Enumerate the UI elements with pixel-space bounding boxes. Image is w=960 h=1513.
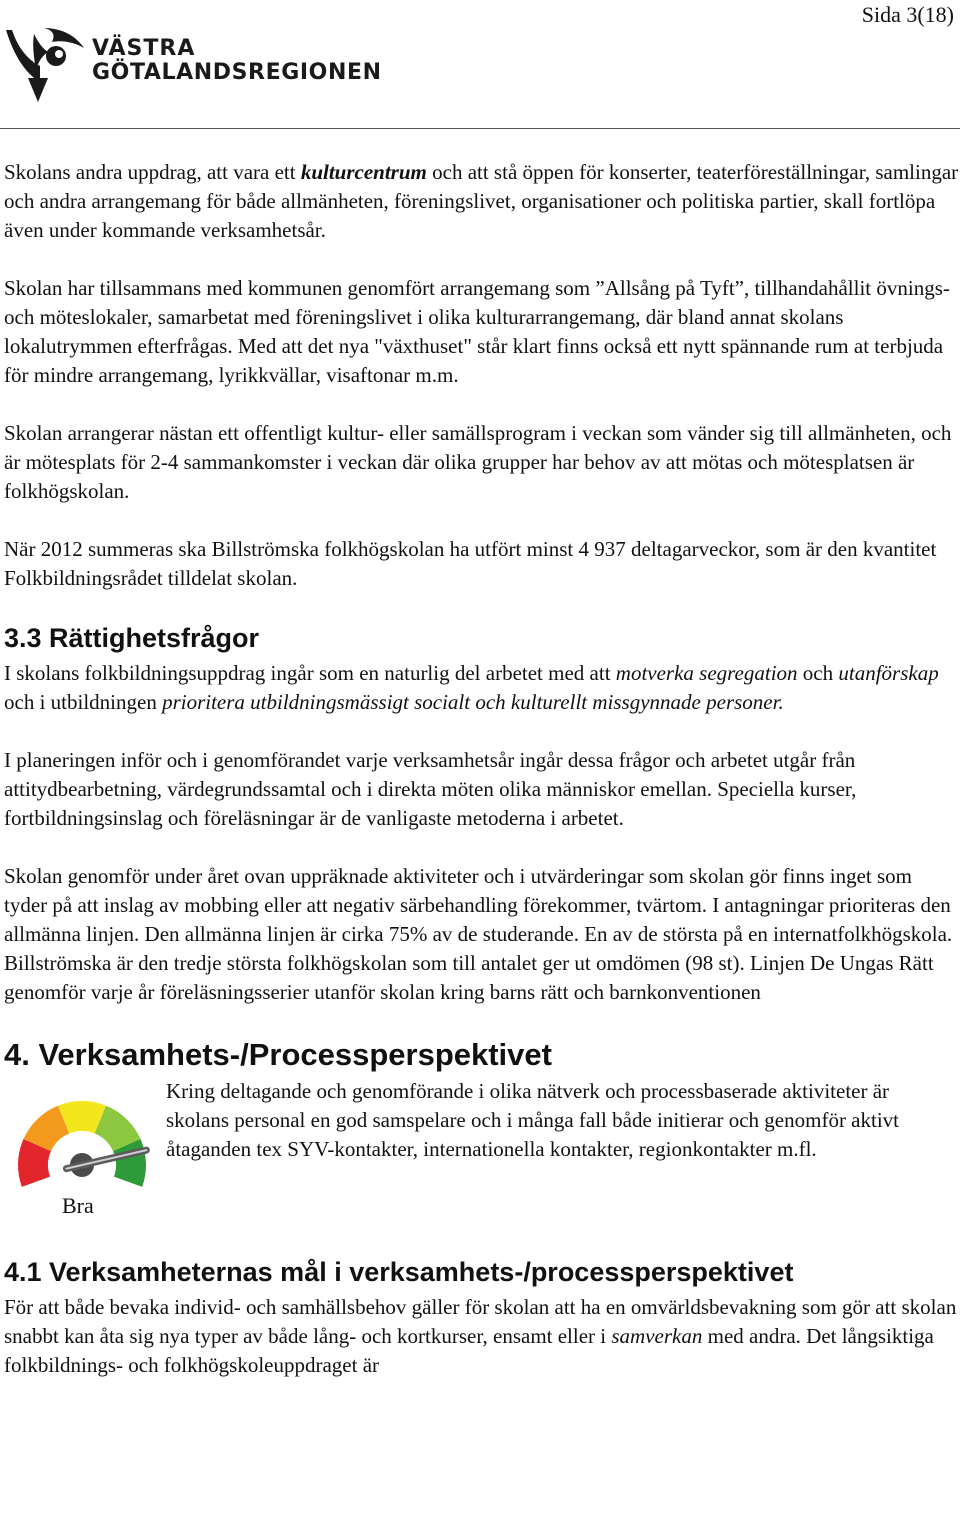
- heading-rattighetsfragor: 3.3 Rättighetsfrågor: [4, 623, 260, 653]
- emphasis-text: prioritera utbildningsmässigt socialt och kulturellt missgynnade personer.: [162, 690, 784, 714]
- paragraph-program: Skolan arrangerar nästan ett offentligt kultur- eller samällsprogram i veckan som vänder sig till allmänheten, och är mötesplats för 2-4 sammankomster i veckan där olika grupper har behov av att mötas och mötesplatsen är folkhögskolan.: [4, 421, 952, 503]
- emphasis-text: utanförskap: [838, 661, 939, 685]
- paragraph-text: och att stå öppen för konserter, teaterföreställningar, samlingar och andra arrangemang för både allmänheten, föreningslivet, organisationer och politiska partier, skall fortlöpa även under kommande verksamhetsår.: [4, 160, 959, 242]
- paragraph-text: och i utbildningen: [4, 690, 163, 714]
- paragraph-folkbildningsuppdrag: [4, 659, 960, 717]
- paragraph-text: och: [797, 661, 839, 685]
- emphasis-text: motverka segregation: [615, 661, 798, 685]
- paragraph-natverk: Kring deltagande och genomförande i olika nätverk och processbaserade aktiviteter är skolans personal en god samspelare och i många fall både initierar och genomför aktivt åtaganden tex SYV-kontakter, internationella kontakter, regionkontakter m.fl.: [166, 1079, 900, 1161]
- heading-verksamheternas-mal: 4.1 Verksamheternas mål i verksamhets-/processperspektivet: [4, 1257, 794, 1287]
- page-number: Sida 3(18): [861, 2, 954, 27]
- paragraph-text: I skolans folkbildningsuppdrag ingår som en naturlig del arbetet med att: [4, 661, 616, 685]
- paragraph-utvarderingar: Skolan genomför under året ovan uppräknade aktiviteter och i utvärderingar som skolan gör finns inget som tyder på att inslag av mobbing eller att negativ särbehandling förekommer, tvärtom. I antagningar prioriteras den allmänna linjen. Den allmänna linjen är cirka 75% av de studerande. En av de största på en internatfolkhögskola. Billströmska är den tredje största folkhögskolan som till antalet ger ut omdömen (98 st). Linjen De Ungas Rätt genomför varje år föreläsningsserier utanför skolan kring barns rätt och barnkonventionen: [4, 864, 953, 1004]
- paragraph-planeringen: I planeringen inför och i genomförandet varje verksamhetsår ingår dessa frågor och arbetet utgår från attitydbearbetning, värdegrundssamtal och i direkta möten olika människor emellan. Speciella kurser, fortbildningsinslag och föreläsningar är de vanligaste metoderna i arbetet.: [4, 748, 857, 830]
- emphasis-kulturcentrum: kulturcentrum: [300, 160, 427, 184]
- paragraph-text: Skolans andra uppdrag, att vara ett: [4, 160, 301, 184]
- heading-processperspektivet: 4. Verksamhets-/Processperspektivet: [4, 1037, 552, 1072]
- paragraph-text: med andra. Det långsiktiga folkbildnings- och folkhögskoleuppdraget är: [4, 1324, 934, 1377]
- paragraph-arrangemang: Skolan har tillsammans med kommunen genomfört arrangemang som ”Allsång på Tyft”, tillhandahållit övnings- och möteslokaler, samarbetat med föreningslivet i olika kulturarrangemang, där bland annat skolans lokalutrymmen efterfrågas. Med att det nya "växthuset" står klart finns också ett nytt spännande rum at terbjuda för mindre arrangemang, lyrikkvällar, visaftonar m.m.: [4, 276, 950, 387]
- header-divider: [0, 128, 960, 129]
- document-body: [4, 158, 960, 1380]
- paragraph-deltagarveckor: När 2012 summeras ska Billströmska folkhögskolan ha utfört minst 4 937 deltagarveckor, som är den kvantitet Folkbildningsrådet tilldelat skolan.: [4, 537, 937, 590]
- emphasis-samverkan: samverkan: [611, 1324, 703, 1348]
- logo-text-line1: VÄSTRA: [92, 36, 196, 61]
- paragraph-text: För att både bevaka individ- och samhällsbehov gäller för skolan att ha en omvärldsbevakning som gör att skolan snabbt kan åta sig nya typer av både lång- och kortkurser, ensamt eller i: [4, 1295, 957, 1348]
- paragraph-omvarldsbevakning: [4, 1293, 960, 1380]
- vgr-logo: [4, 26, 394, 106]
- logo-text-line2: GÖTALANDSREGIONEN: [92, 60, 382, 85]
- process-intro-block: [4, 1077, 960, 1227]
- gauge-label: Bra: [62, 1193, 94, 1218]
- vgr-logo-mark-icon: [4, 26, 90, 106]
- paragraph-kulturcentrum: [4, 158, 960, 245]
